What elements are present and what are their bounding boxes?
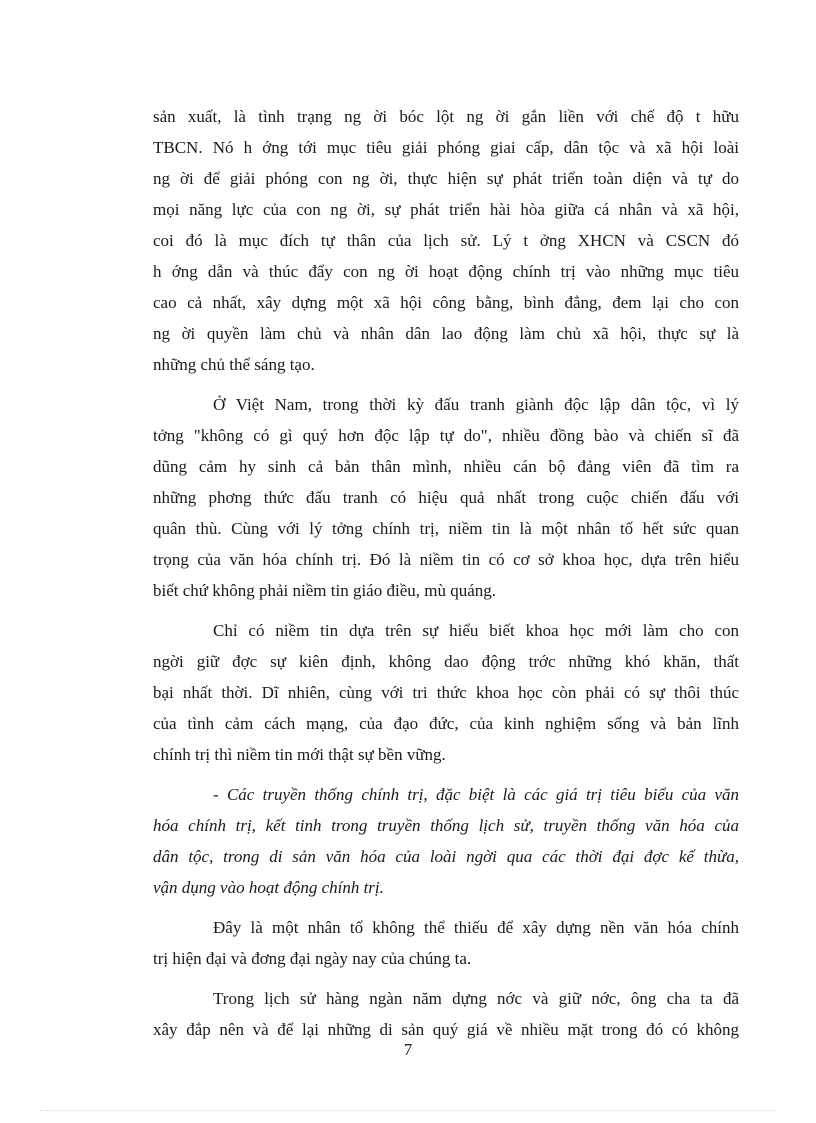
text-line: Chỉ có niềm tin dựa trên sự hiểu biết khoa học mới làm cho con [213,621,739,640]
text-line: ng ời để giải phóng con ng ời, thực hiện sự phát triển toàn diện và tự do [153,169,739,188]
text-line: hóa chính trị, kết tinh trong truyền thống lịch sử, truyền thống văn hóa của [153,816,739,835]
text-line: quân thù. Cùng với lý tởng chính trị, niềm tin là một nhân tố hết sức quan [153,519,739,538]
text-line: vận dụng vào hoạt động chính trị. [153,878,384,897]
text-line: ngời giữ đợc sự kiên định, không dao động trớc những khó khăn, thất [153,652,739,671]
text-line: coi đó là mục đích tự thân của lịch sử. Lý t ởng XHCN và CSCN đó [153,231,739,250]
text-line: Trong lịch sử hàng ngàn năm dựng nớc và giữ nớc, ông cha ta đã [213,989,739,1008]
paragraph-2 [153,389,739,606]
paragraph-5 [153,912,739,974]
paragraph-3 [153,615,739,770]
text-line: dũng cảm hy sinh cả bản thân mình, nhiều cán bộ đảng viên đã tìm ra [153,457,739,476]
text-line: xây đắp nên và để lại những di sản quý giá về nhiều mặt trong đó có không [153,1020,739,1039]
text-line: dân tộc, trong di sản văn hóa của loài ngời qua các thời đại đợc kế thừa, [153,847,739,866]
text-line: trị hiện đại và đơng đại ngày nay của chúng ta. [153,949,472,968]
text-line: Ở Việt Nam, trong thời kỳ đấu tranh giành độc lập dân tộc, vì lý [213,395,739,414]
page-number: 7 [403,1040,413,1059]
paragraph-1 [153,101,739,380]
text-line: của tình cảm cách mạng, của đạo đức, của kinh nghiệm sống và bản lĩnh [153,714,739,733]
text-line: - Các truyền thống chính trị, đặc biệt là các giá trị tiêu biểu của văn [213,785,739,804]
paragraph-4 [153,779,739,903]
text-line: mọi năng lực của con ng ời, sự phát triển hài hòa giữa cá nhân và xã hội, [153,200,739,219]
text-line: trọng của văn hóa chính trị. Đó là niềm tin có cơ sở khoa học, dựa trên hiểu [153,550,739,569]
body-text [153,101,739,1054]
text-line: bại nhất thời. Dĩ nhiên, cùng với tri thức khoa học còn phải có sự thôi thúc [153,683,739,702]
text-line: TBCN. Nó h ớng tới mục tiêu giải phóng giai cấp, dân tộc và xã hội loài [153,138,739,157]
text-line: ng ời quyền làm chủ và nhân dân lao động làm chủ xã hội, thực sự là [153,324,739,343]
paragraph-6 [153,983,739,1045]
page-bottom-border [40,1110,776,1111]
text-line: sản xuất, là tình trạng ng ời bóc lột ng ời gắn liền với chế độ t hữu [153,107,739,126]
text-line: tởng "không có gì quý hơn độc lập tự do", nhiều đồng bào và chiến sĩ đã [153,426,739,445]
text-line: biết chứ không phải niềm tin giáo điều, mù quáng. [153,581,497,600]
text-line: những phơng thức đấu tranh có hiệu quả nhất trong cuộc chiến đấu với [153,488,739,507]
text-line: chính trị thì niềm tin mới thật sự bền vững. [153,745,446,764]
text-line: những chủ thể sáng tạo. [153,355,315,374]
text-line: h ớng dẫn và thúc đẩy con ng ời hoạt động chính trị vào những mục tiêu [153,262,739,281]
text-line: cao cả nhất, xây dựng một xã hội công bằng, bình đẳng, đem lại cho con [153,293,739,312]
text-line: Đây là một nhân tố không thể thiếu để xây dựng nền văn hóa chính [213,918,739,937]
